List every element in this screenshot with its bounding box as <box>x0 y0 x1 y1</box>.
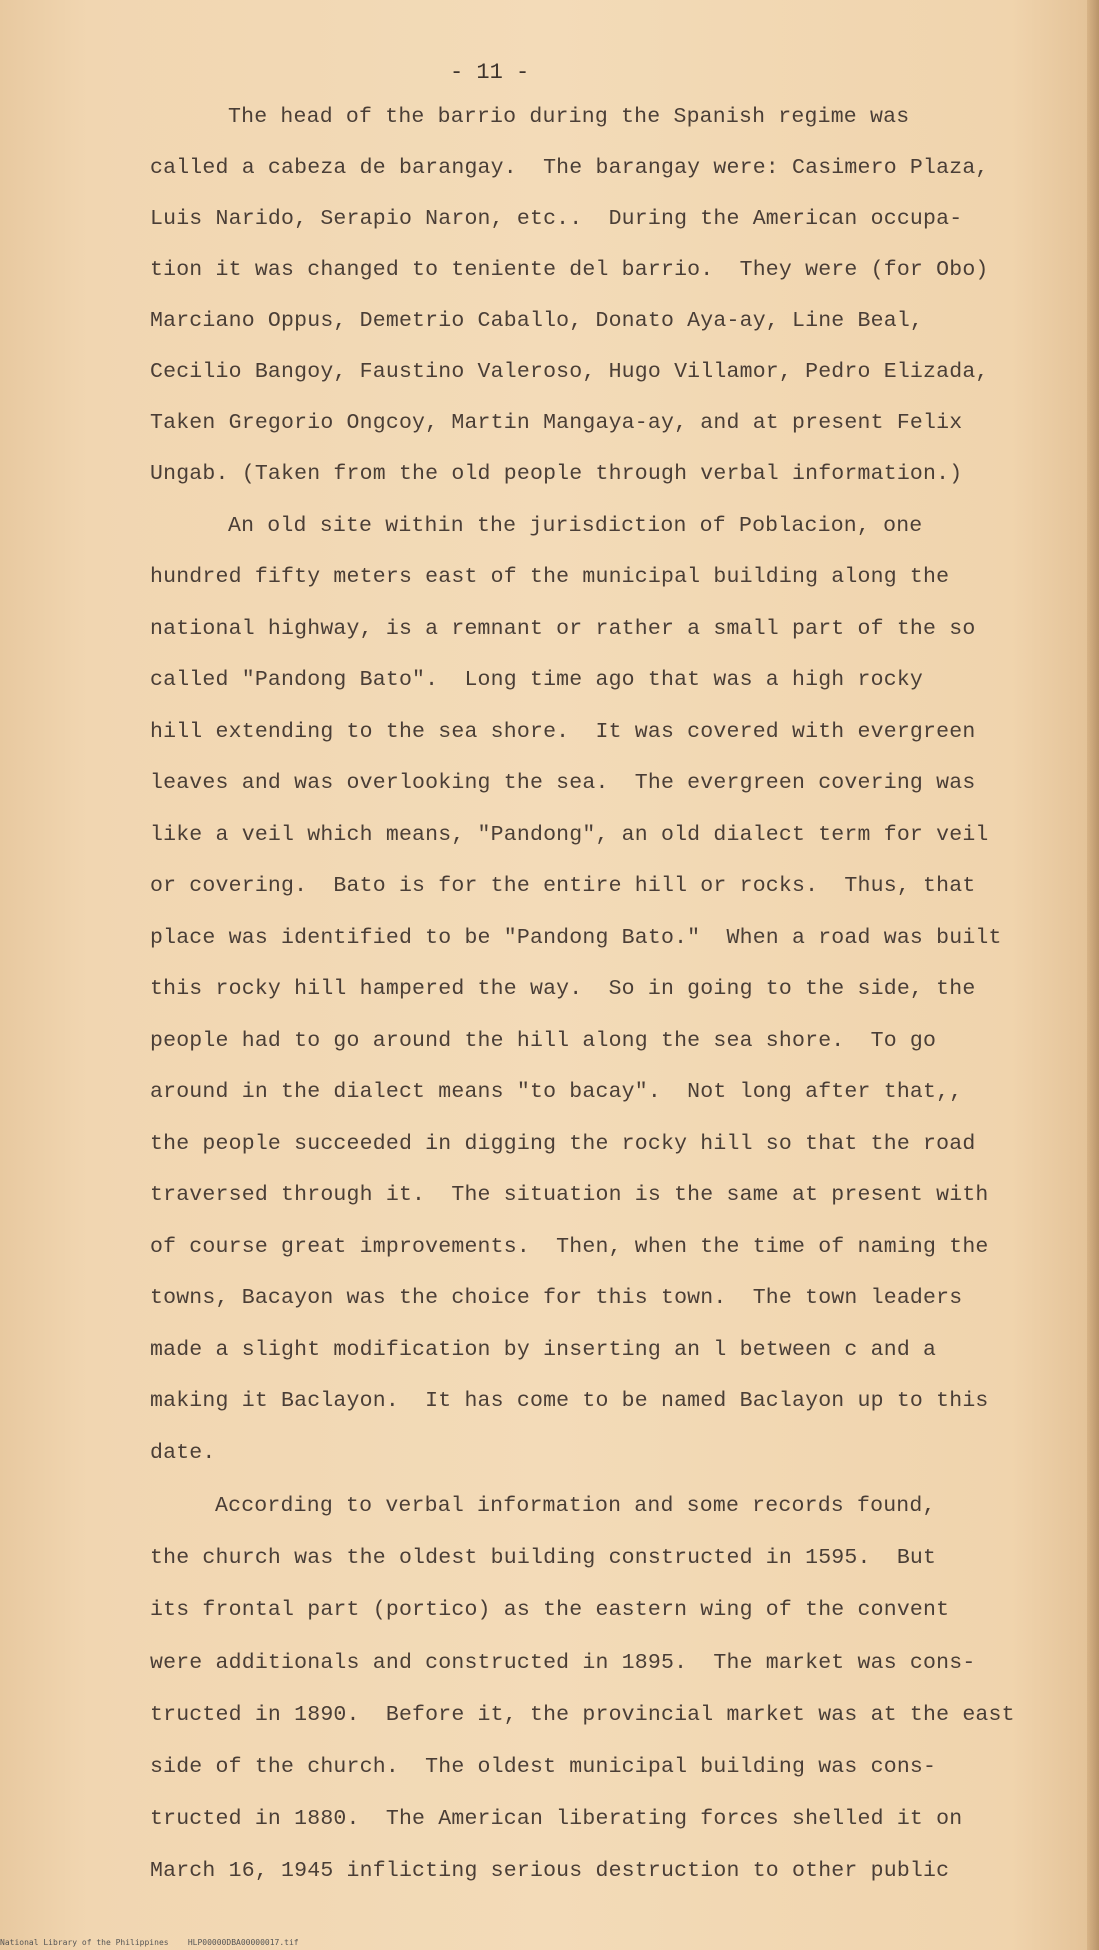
page-number: - 11 - <box>450 60 530 85</box>
text-line: its frontal part (portico) as the eastern wing of the convent <box>150 1598 950 1622</box>
text-line: national highway, is a remnant or rather a small part of the so <box>150 617 976 641</box>
text-line: of course great improvements. Then, when the time of naming the <box>150 1235 989 1259</box>
text-line: traversed through it. The situation is the same at present with <box>150 1183 989 1207</box>
scan-footer: National Library of the Philippines HLP00000DBA00000017.tif <box>0 1938 299 1947</box>
text-line: hill extending to the sea shore. It was covered with evergreen <box>150 720 976 744</box>
text-line: made a slight modification by inserting an l between c and a <box>150 1338 937 1362</box>
text-line: people had to go around the hill along the sea shore. To go <box>150 1029 937 1053</box>
text-line: making it Baclayon. It has come to be named Baclayon up to this <box>150 1389 989 1413</box>
text-line: According to verbal information and some records found, <box>215 1494 936 1518</box>
text-line: called "Pandong Bato". Long time ago that was a high rocky <box>150 668 924 692</box>
text-line: place was identified to be "Pandong Bato." When a road was built <box>150 926 1002 950</box>
text-line: March 16, 1945 inflicting serious destruction to other public <box>150 1859 950 1883</box>
text-line: The head of the barrio during the Spanish regime was <box>228 105 910 129</box>
text-line: date. <box>150 1441 216 1465</box>
text-line: the people succeeded in digging the rocky hill so that the road <box>150 1132 976 1156</box>
text-line: around in the dialect means "to bacay". Not long after that,, <box>150 1080 963 1104</box>
text-line: Luis Narido, Serapio Naron, etc.. During the American occupa- <box>150 207 963 231</box>
text-line: were additionals and constructed in 1895. The market was cons- <box>150 1651 976 1675</box>
text-line: tructed in 1880. The American liberating forces shelled it on <box>150 1807 963 1831</box>
text-line: side of the church. The oldest municipal building was cons- <box>150 1755 937 1779</box>
text-line: or covering. Bato is for the entire hill or rocks. Thus, that <box>150 874 976 898</box>
text-line: An old site within the jurisdiction of Poblacion, one <box>228 514 923 538</box>
text-line: leaves and was overlooking the sea. The evergreen covering was <box>150 771 976 795</box>
text-line: called a cabeza de barangay. The barangay were: Casimero Plaza, <box>150 156 989 180</box>
text-line: tructed in 1890. Before it, the provincial market was at the east <box>150 1703 1015 1727</box>
text-line: towns, Bacayon was the choice for this town. The town leaders <box>150 1286 963 1310</box>
text-line: Cecilio Bangoy, Faustino Valeroso, Hugo Villamor, Pedro Elizada, <box>150 360 989 384</box>
text-line: like a veil which means, "Pandong", an old dialect term for veil <box>150 823 989 847</box>
text-line: Ungab. (Taken from the old people through verbal information.) <box>150 462 963 486</box>
text-line: Marciano Oppus, Demetrio Caballo, Donato Aya-ay, Line Beal, <box>150 309 924 333</box>
text-line: hundred fifty meters east of the municipal building along the <box>150 565 950 589</box>
page-edge <box>1087 0 1099 1950</box>
text-line: tion it was changed to teniente del barrio. They were (for Obo) <box>150 258 989 282</box>
text-line: Taken Gregorio Ongcoy, Martin Mangaya-ay, and at present Felix <box>150 411 963 435</box>
text-line: the church was the oldest building constructed in 1595. But <box>150 1546 937 1570</box>
text-line: this rocky hill hampered the way. So in going to the side, the <box>150 977 976 1001</box>
